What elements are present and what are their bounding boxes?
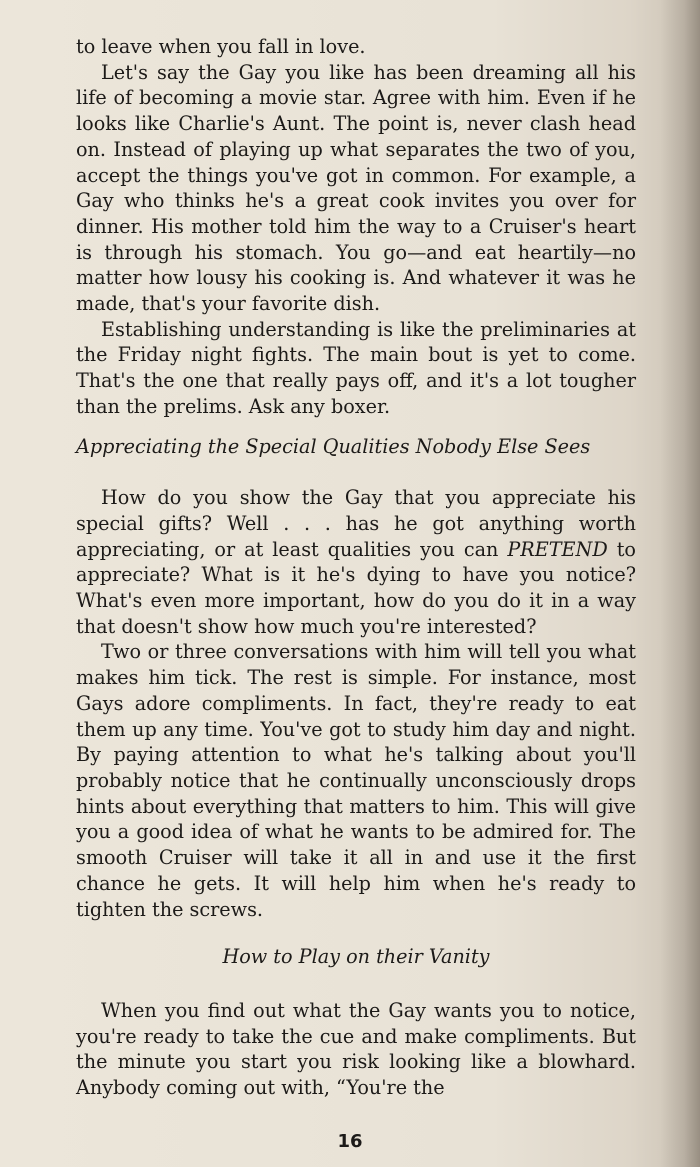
paragraph-continuation: to leave when you fall in love.: [76, 35, 366, 58]
section-heading-vanity: How to Play on their Vanity: [222, 945, 490, 969]
page-edge-shadow: [660, 0, 700, 1167]
paragraph-special-gifts-start: How do you show the Gay that you appreciate his special gifts? Well . . . has he got anything worth appreciating, or at least qualities you can: [76, 486, 636, 561]
paragraph-special-gifts: [76, 485, 636, 639]
paragraph-movie-star: Let's say the Gay you like has been dreaming all his life of becoming a movie star. Agree with him. Even if he looks like Charlie's Aunt. The point is, never clash head on. Instead of playing up what separates the two of you, accept the things you've got in common. For example, a Gay who thinks he's a great cook invites you over for dinner. His mother told him the way to a Cruiser's heart is through his stomach. You go—and eat heartily—no matter how lousy his cooking is. And whatever it was he made, that's your favorite dish.: [76, 60, 636, 316]
paragraph-compliments: Two or three conversations with him will tell you what makes him tick. The rest is simple. For instance, most Gays adore compliments. In fact, they're ready to eat them up any time. You've got to study him day and night. By paying attention to what he's talking about you'll probably notice that he continually unconsciously drops hints about everything that matters to him. This will give you a good idea of what he wants to be admired for. The smooth Cruiser will take it all in and use it the first chance he gets. It will help him when he's ready to tighten the screws.: [76, 640, 636, 921]
emphasis-pretend: PRETEND: [507, 537, 608, 561]
paragraph-preliminaries: Establishing understanding is like the preliminaries at the Friday night fights. The main bout is yet to come. That's the one that really pays off, and it's a lot tougher than the prelims. Ask any boxer.: [76, 317, 636, 418]
page-number: 16: [337, 1131, 363, 1152]
section-heading-appreciating: Appreciating the Special Qualities Nobody Else Sees: [76, 434, 591, 458]
paragraph-special-gifts-end: to appreciate? What is it he's dying to have you notice? What's even more important, how do you do it in a way that doesn't show how much you're interested?: [76, 537, 636, 638]
body-text: [76, 34, 636, 1101]
paragraph-blowhard: When you find out what the Gay wants you to notice, you're ready to take the cue and make compliments. But the minute you start you risk looking like a blowhard. Anybody coming out with, “You're the: [76, 998, 636, 1100]
